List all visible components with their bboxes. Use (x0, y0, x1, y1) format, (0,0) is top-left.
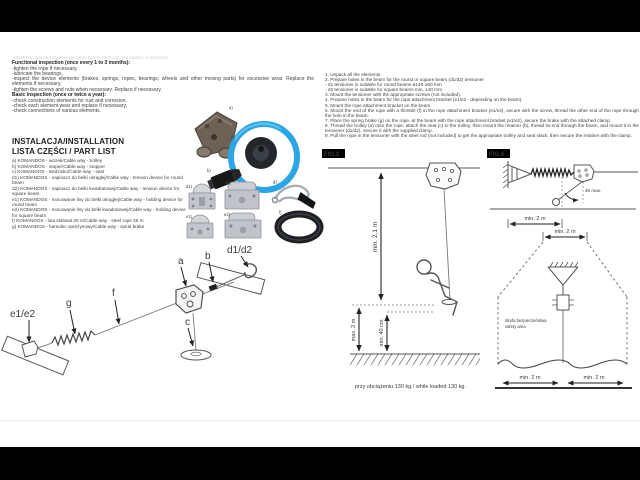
trolley (176, 285, 203, 313)
photo-holder-square (225, 213, 261, 238)
bottom-black-bar (0, 447, 640, 480)
part-list-item: d1) KOMANDOS - napinacz do belki okrągłej/Cable way - tension device for round beam (12, 175, 183, 186)
fig4 (486, 145, 640, 395)
basic-inspection-heading: Basic inspection (once or twice a year): (12, 92, 106, 99)
step: 6. Mount the end of the rope with a thimble (f) in the rope attachment bracket (e1/e2), secure with the screw, thread the other end of the rope through the hole in the beam. (325, 107, 639, 118)
fig4-dim-top: min. 2 m (524, 216, 546, 222)
photo-label-g: g) (273, 179, 277, 184)
label-f: f (112, 288, 115, 299)
photo-label-c: c) (231, 135, 235, 140)
part-list-item: a) KOMANDOS - wózek/Cable way - trolley (12, 158, 103, 163)
fig4-trolley-topview (552, 295, 574, 310)
leader-f (115, 300, 119, 324)
step: 1. Unpack all the elements. (325, 72, 382, 77)
func-item: -tighten the screws and nuts when necessary. Replace if necessary. (12, 86, 162, 93)
fig3-seat (442, 300, 456, 305)
photo-label-a: a) (229, 105, 233, 110)
fig3-height-dim: min. 2,1 m (372, 221, 379, 253)
installation-steps (325, 72, 639, 138)
part-list-item: g) KOMANDOS - hamulec sprężynowy/Cable way - spiral brake (12, 223, 145, 229)
part-list-item: e1) KOMANDOS - mocowanie liny do belki okrągłej/Cable way - holding device for round beam (12, 196, 183, 207)
fig3-caption: przy obciążeniu 130 kg./ while loaded 130 kg. (355, 384, 466, 390)
fig4-anchor-tree (548, 262, 578, 295)
step: - d1 tensioner is suitable for round beams ø140-160 mm (325, 82, 442, 88)
fig4-safety-pl: strefa bezpieczeństwa (505, 318, 547, 323)
fig4-wall-anchor (503, 161, 531, 188)
parts-photos (185, 95, 325, 245)
label-c: c (185, 317, 190, 328)
top-black-bar (0, 0, 640, 32)
leader-c (188, 328, 193, 346)
part-list-title: LISTA CZĘŚCI / PART LIST (12, 146, 116, 156)
fig4-angle: 45 max. (585, 188, 602, 193)
fig4-dim-br: min. 2 m (583, 375, 605, 381)
photo-label-d1: d1) (186, 184, 193, 189)
photo-label-e2: e2) (224, 212, 231, 217)
label-e1e2: e1/e2 (10, 309, 36, 320)
func-item: -tighten the rope if necessary, (12, 65, 78, 72)
step: 4. Prepare holes in the beam for the rope attachment bracket (e1/e2 - depending on the beam). (325, 97, 523, 103)
fig3-min-dim: min. 40 cm (379, 319, 385, 347)
func-item: -inspect the device elements (brakes, springs, ropes, bearings, wheels and other moving parts) for excessive wear. Replace the elements if necessary, (12, 76, 314, 88)
functional-inspection-heading: Functional inspection (once every 1 to 3 months): (12, 60, 131, 66)
label-d1d2: d1/d2 (227, 245, 253, 256)
basic-item: -check construction elements for rust and corrosion, (12, 98, 127, 104)
photo-label-f: f) (279, 210, 282, 215)
photo-steel-rope (278, 214, 320, 240)
fig3-ground-hatch (350, 355, 480, 366)
assembly-diagram (0, 240, 320, 430)
fig3-trolley (426, 163, 461, 189)
leader-a (181, 267, 186, 286)
fig4-trolley (574, 165, 594, 182)
label-a: a (178, 256, 184, 267)
step: 9. Pull the rope in the tensioner with the steel rod (not included) to get the appropriate trolley and seat slack, then secure the retainer with the clamp. (325, 133, 632, 139)
part-list-item: c) KOMANDOS - siedzisko/Cable way - seat (12, 169, 105, 175)
part-list-item: e2) KOMANDOS - mocowanie liny do belki kwadratowej/Cable way - holding device for square beam (12, 207, 186, 218)
step: 3. Mount the tensioner with the appropriate screws (not included). (325, 92, 462, 98)
fig4-dim-mid: min. 2 m (554, 229, 576, 235)
fig4-wavy-line (498, 360, 627, 368)
photo-label-d2: d2) (225, 180, 232, 185)
fig4-angle-arc (565, 193, 578, 200)
fig3-person (417, 260, 457, 315)
photo-seat (231, 124, 297, 190)
func-item: -lubricate the bearings, (12, 70, 63, 77)
fig4-label: FIG.4 (489, 152, 505, 158)
part-list-item: d2) KOMANDOS - napinacz do belki kwadratowej/Cable way - tension device for square beam (12, 185, 180, 196)
fig4-safety-en: safety area (505, 324, 526, 329)
part-list-item: b) KOMANDOS - stoper/Cable way - stopper (12, 163, 105, 169)
leader-g (70, 310, 75, 334)
step: 5. Mount the rope attachment bracket on the beam. (325, 102, 432, 108)
seat-rope (193, 313, 196, 351)
fig3-max-dim: max. 2 m (351, 318, 357, 342)
photo-label-b: b) (207, 168, 211, 173)
part-list-item: f) KOMANDOS - lina stalowa 25 m/Cable way - steel rope 25 m (12, 218, 144, 224)
basic-item: -check connections of various elements. (12, 108, 101, 115)
fig4-pendulum-ball (553, 199, 560, 206)
label-b: b (205, 251, 211, 262)
basic-item: -check each element wear and replace if necessary, (12, 103, 127, 110)
fig4-spring (531, 169, 574, 176)
installation-title: INSTALACJA/INSTALLATION (12, 137, 125, 146)
photo-tensioner-square (225, 182, 259, 209)
fig3-label: FIG.3 (324, 152, 340, 158)
stopper (209, 284, 218, 291)
step: 7. Place the spring brake (g) on the rope, at the beam with the rope attachment bracket (e1/e2), secure the brake with the attached clamp. (325, 117, 612, 123)
spring-coil (52, 331, 95, 345)
step: 8. Thread the trolley (a) onto the rope, attach the seat (c) to the trolley, then mount the retainer (b), thread its end through the beam, and mount it in the tensioner (d1/d2). Secure it with the supplied clamp. (325, 122, 639, 134)
part-list (12, 158, 188, 230)
photo-label-e1: e1) (186, 214, 193, 219)
step: 2. Prepare holes in the beam for the round or square beam (d1/d2) tensioner (325, 77, 484, 83)
step: - d2 tensioner is suitable for square beams min. 140 mm (325, 87, 442, 93)
seat (181, 350, 211, 360)
fig3-rope (444, 189, 450, 300)
fig3 (322, 145, 480, 395)
right-beam (197, 263, 265, 295)
fig4-dim-bl: min. 2 m (519, 375, 541, 381)
label-g: g (66, 298, 72, 309)
faded-overflow-line: -check the rope and all other elements before each use and replace if necessary. (12, 55, 170, 60)
